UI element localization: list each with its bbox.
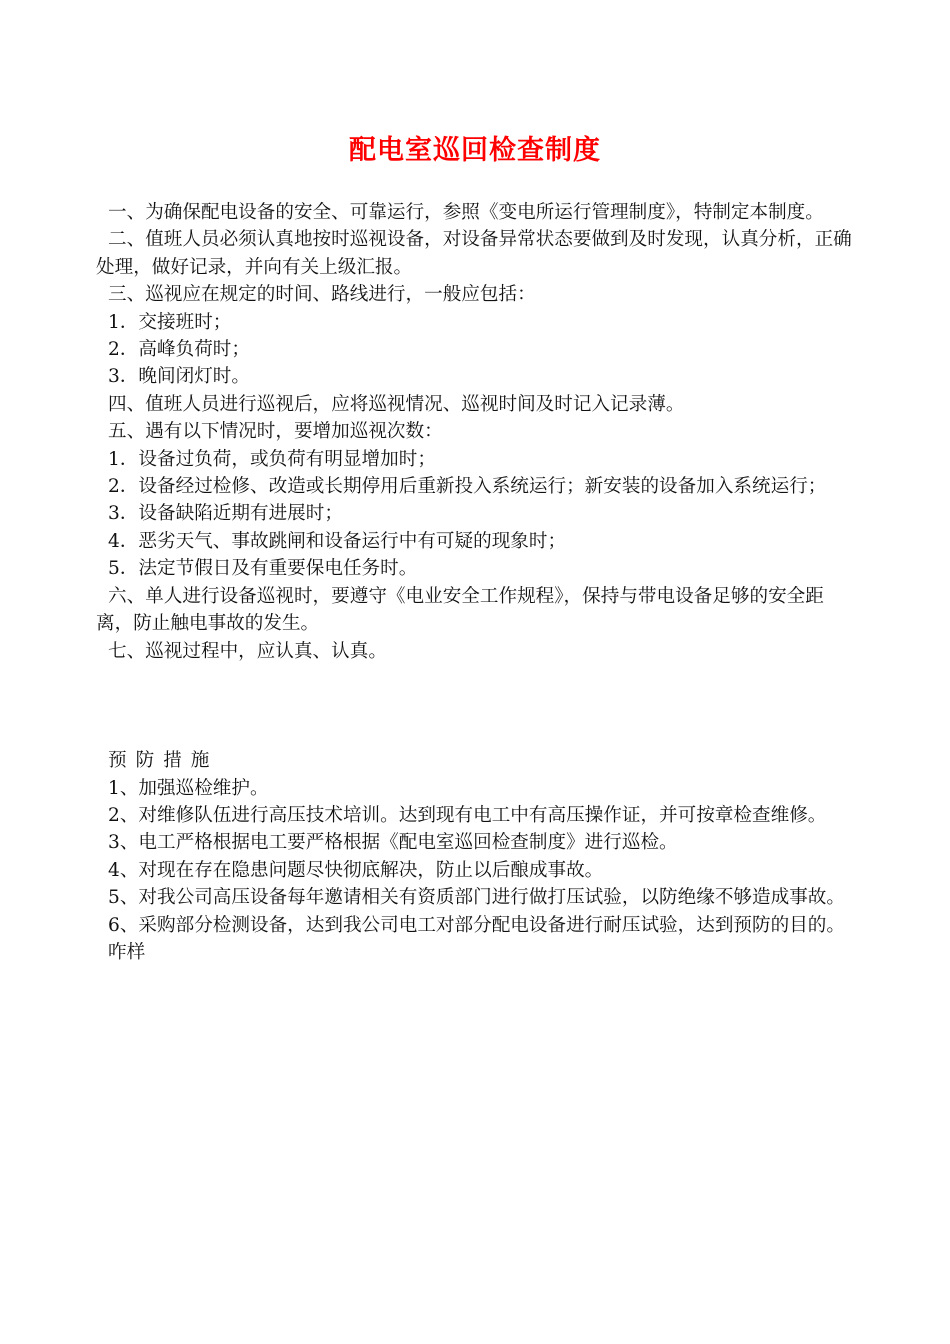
paragraph-clause-4: 四、值班人员进行巡视后，应将巡视情况、巡视时间及时记入记录薄。 xyxy=(108,393,685,415)
paragraph-clause-1: 一、为确保配电设备的安全、可靠运行，参照《变电所运行管理制度》，特制定本制度。 xyxy=(108,202,824,223)
list-item-defects: 3．设备缺陷近期有进展时； xyxy=(108,503,343,525)
list-item-after-repair: 2．设备经过检修、改造或长期停用后重新投入系统运行；新安装的设备加入系统运行； xyxy=(108,476,827,498)
paragraph-clause-2: 二、值班人员必须认真地按时巡视设备，对设备异常状态要做到及时发现，认真分析，正确处理，做好记录，并向有关上级汇报。 xyxy=(96,229,852,278)
paragraph-clause-7: 七、巡视过程中，应认真、认真。 xyxy=(108,640,387,662)
measure-item-2: 2、对维修队伍进行高压技术培训。达到现有电工中有高压操作证，并可按章检查维修。 xyxy=(108,804,827,826)
list-item-handover: 1．交接班时； xyxy=(108,311,232,333)
document-body xyxy=(96,199,854,966)
list-item-holidays: 5．法定节假日及有重要保电任务时。 xyxy=(108,558,418,580)
measure-item-1: 1、加强巡检维护。 xyxy=(108,777,269,799)
measure-item-4: 4、对现在存在隐患问题尽快彻底解决，防止以后酿成事故。 xyxy=(108,859,604,881)
spacer xyxy=(96,665,854,720)
document-title: 配电室巡回检查制度 xyxy=(349,135,601,166)
list-item-night: 3．晚间闭灯时。 xyxy=(108,366,250,388)
measure-item-3: 3、电工严格根据电工要严格根据《配电室巡回检查制度》进行巡检。 xyxy=(108,832,678,854)
paragraph-clause-3: 三、巡视应在规定的时间、路线进行，一般应包括： xyxy=(108,284,536,306)
list-item-bad-weather: 4．恶劣天气、事故跳闸和设备运行中有可疑的现象时； xyxy=(108,530,567,552)
measure-item-5: 5、对我公司高压设备每年邀请相关有资质部门进行做打压试验，以防绝缘不够造成事故。 xyxy=(108,887,845,909)
paragraph-clause-5: 五、遇有以下情况时，要增加巡视次数： xyxy=(108,421,443,443)
spacer xyxy=(96,720,854,747)
closing-text: 咋样 xyxy=(108,941,146,963)
measures-heading: 预防措施 xyxy=(108,750,219,772)
paragraph-clause-6: 六、单人进行设备巡视时，要遵守《电业安全工作规程》，保持与带电设备足够的安全距离，防止触电事故的发生。 xyxy=(96,585,824,635)
list-item-peak-load: 2．高峰负荷时； xyxy=(108,339,250,361)
list-item-overload: 1．设备过负荷，或负荷有明显增加时； xyxy=(108,448,436,470)
measure-item-6: 6、采购部分检测设备，达到我公司电工对部分配电设备进行耐压试验，达到预防的目的。 xyxy=(108,914,845,936)
